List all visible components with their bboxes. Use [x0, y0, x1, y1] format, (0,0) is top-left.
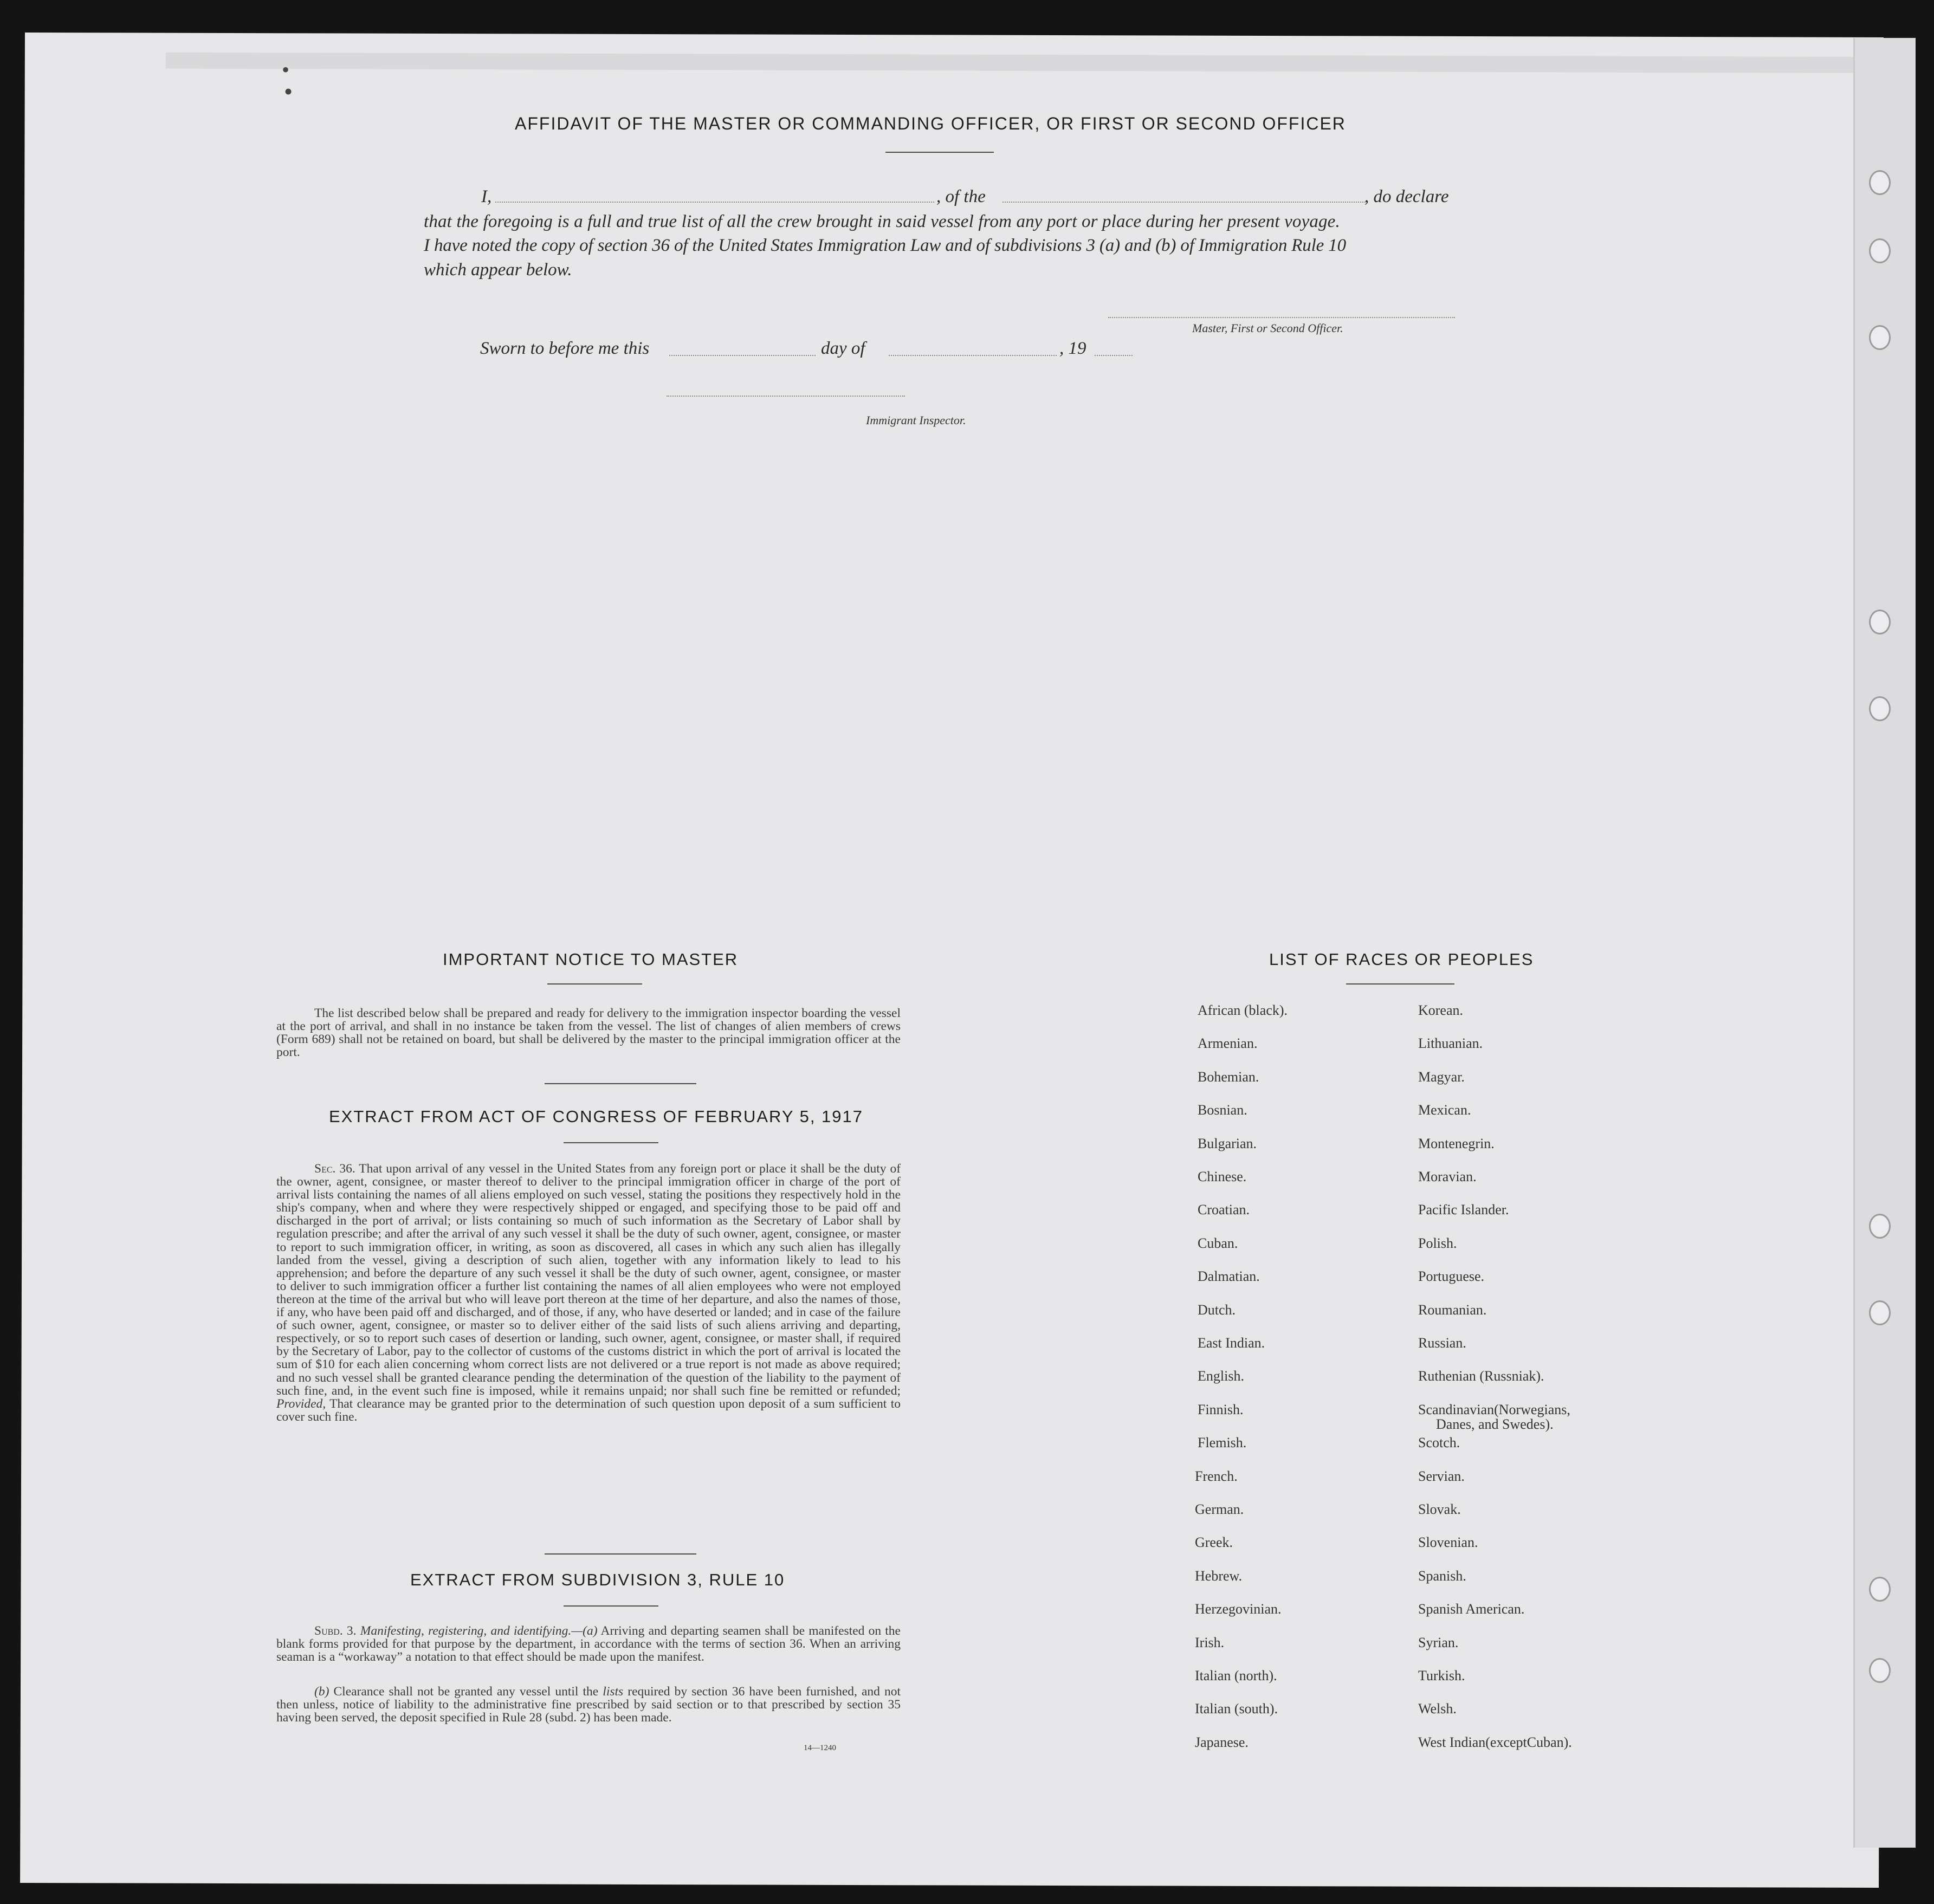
inspector-signature-field[interactable] — [667, 396, 905, 397]
divider — [545, 1083, 696, 1084]
race-item: Polish. — [1418, 1235, 1457, 1251]
page-edge — [166, 53, 1911, 73]
affidavit-line4: which appear below. — [424, 260, 572, 280]
race-item: Dalmatian. — [1198, 1268, 1260, 1285]
race-item: Mexican. — [1418, 1102, 1471, 1118]
race-item: African (black). — [1198, 1002, 1288, 1018]
punch-hole — [1869, 1214, 1891, 1239]
b-label: (b) — [314, 1685, 329, 1699]
provided-label: Provided, — [276, 1396, 326, 1411]
year-field[interactable] — [1095, 355, 1133, 356]
race-item: English. — [1198, 1368, 1244, 1384]
punch-hole — [1869, 1300, 1891, 1325]
inspector-caption: Immigrant Inspector. — [866, 413, 966, 427]
rule-text-b — [276, 1685, 901, 1724]
affidavit-declare: , do declare — [1364, 187, 1449, 206]
binding-strip — [1853, 38, 1916, 1848]
act-heading: EXTRACT FROM ACT OF CONGRESS OF FEBRUARY 5, 1917 — [329, 1107, 864, 1126]
punch-hole — [1869, 1658, 1891, 1683]
race-item: Slovenian. — [1418, 1534, 1478, 1551]
vessel-field[interactable] — [1002, 202, 1366, 203]
race-item: Moravian. — [1418, 1169, 1477, 1184]
race-item: Portuguese. — [1418, 1268, 1485, 1285]
race-item-continued: Danes, and Swedes). — [1436, 1416, 1554, 1432]
race-item: Hebrew. — [1195, 1568, 1243, 1584]
race-item: Greek. — [1195, 1534, 1233, 1551]
punch-hole — [1869, 696, 1891, 721]
race-item: Servian. — [1418, 1468, 1465, 1484]
day-field[interactable] — [669, 355, 816, 356]
act-text — [276, 1162, 901, 1423]
affidavit-i: I, — [481, 187, 492, 206]
race-item: Armenian. — [1198, 1035, 1258, 1052]
divider — [564, 1605, 658, 1607]
race-item: West Indian(exceptCuban). — [1418, 1734, 1572, 1750]
race-item: Flemish. — [1198, 1435, 1247, 1451]
form-number: 14—1240 — [804, 1744, 836, 1752]
race-item: Lithuanian. — [1418, 1035, 1483, 1052]
race-item: Italian (north). — [1195, 1668, 1277, 1683]
sworn-year: , 19 — [1059, 339, 1086, 358]
race-item: Magyar. — [1418, 1068, 1465, 1085]
race-item: Cuban. — [1198, 1235, 1238, 1251]
subd-label: Subd. 3. — [314, 1624, 357, 1638]
name-field[interactable] — [495, 202, 934, 203]
sec-label: Sec. 36. — [314, 1162, 355, 1176]
punch-hole — [1869, 1577, 1891, 1602]
rule-text-a — [276, 1624, 901, 1663]
race-item: Dutch. — [1198, 1301, 1236, 1318]
punch-hole — [1869, 170, 1891, 195]
race-item: Spanish. — [1418, 1568, 1466, 1584]
race-item: Korean. — [1418, 1002, 1464, 1018]
divider — [564, 1142, 658, 1143]
rule-heading: EXTRACT FROM SUBDIVISION 3, RULE 10 — [410, 1570, 785, 1589]
lists-word: lists — [603, 1685, 624, 1699]
race-item: Japanese. — [1195, 1734, 1249, 1750]
affidavit-line3: I have noted the copy of section 36 of the United States Immigration Law and of subdivisions 3 (a) and (b) of Immigration Rule 10 — [424, 236, 1346, 255]
race-item: French. — [1195, 1468, 1238, 1484]
race-item: Syrian. — [1418, 1634, 1459, 1650]
divider — [545, 1553, 696, 1555]
punch-hole — [1869, 325, 1891, 350]
divider — [547, 983, 642, 985]
sworn-prefix: Sworn to before me this — [480, 339, 650, 358]
race-item: Croatian. — [1198, 1202, 1250, 1218]
race-item: Finnish. — [1198, 1401, 1244, 1417]
race-item: Russian. — [1418, 1335, 1466, 1351]
race-item: Bohemian. — [1198, 1068, 1259, 1085]
sec-text-end: That clearance may be granted prior to the determination of such question upon deposit of a sum sufficient to cover such fine. — [276, 1396, 901, 1424]
race-item: Chinese. — [1198, 1169, 1247, 1184]
subd-text-b2: required by section 36 have been furnished, and not then unless, notice of liability to the administrative fine prescribed by said section or to that prescribed by section 35 having been served, the deposit specified in Rule 28 (subd. 2) has been made. — [276, 1685, 901, 1725]
subd-text-a: Arriving and departing seamen shall be manifested on the blank forms provided for that purpose by the department, in accordance with the terms of section 36. When an arriving seaman is a “workaway” a notation to that effect should be made upon the manifest. — [276, 1624, 901, 1665]
race-item: Welsh. — [1418, 1701, 1457, 1717]
divider — [885, 152, 994, 153]
race-item: East Indian. — [1198, 1335, 1265, 1351]
affidavit-of-the: , of the — [936, 187, 986, 206]
races-heading: LIST OF RACES OR PEOPLES — [1269, 950, 1534, 969]
race-item: Roumanian. — [1418, 1301, 1487, 1318]
pen-mark: • — [284, 77, 293, 105]
notice-heading: IMPORTANT NOTICE TO MASTER — [443, 950, 739, 969]
master-caption: Master, First or Second Officer. — [1192, 321, 1343, 335]
race-item: Montenegrin. — [1418, 1135, 1495, 1151]
master-signature-field[interactable] — [1108, 317, 1455, 318]
sec-text: That upon arrival of any vessel in the United States from any foreign port or place it shall be the duty of the owner, agent, consignee, or master thereof to deliver to the principal immigration officer in charge of the port of arrival lists containing the names of all aliens employed on such vessel, stating the positions they respectively hold in the ship's company, when and where they were respectively shipped or engaged, and specifying those to be paid off and discharged in the port of arrival; or lists containing so much of such information as the Secretary of Labor shall by regulation prescribe; and after the arrival of any such vessel it shall be the duty of such owner, agent, consignee, or master to report to such immigration officer, in writing, as soon as discovered, all cases in which any such alien has illegally landed from the vessel, giving a description of such alien, together with any information likely to lead to his apprehension; and before the departure of any such vessel it shall be the duty of such owner, agent, consignee, or master to deliver to such immigration officer a further list containing the names of all alien employees who were not employed thereon at the time of the arrival but who will leave port thereon at the time of her departure, and also the names of those, if any, who have been paid off and discharged, and of those, if any, who have deserted or landed; and in case of the failure of such owner, agent, consignee, or master so to deliver either of the said lists of such aliens arriving and departing, respectively, or so to report such cases of desertion or landing, such owner, agent, consignee, or master shall, if required by the Secretary of Labor, pay to the collector of customs of the customs district in which the port of arrival is located the sum of $10 for each alien concerning whom correct lists are not delivered or a true report is not made as above required; and no such vessel shall be granted clearance pending the determination of the question of the liability to the payment of such fine, and, in the event such fine is imposed, while it remains unpaid; nor shall such fine be remitted or refunded; — [276, 1162, 901, 1398]
subd-text-b1: Clearance shall not be granted any vessel until the — [333, 1685, 599, 1699]
race-item: Italian (south). — [1195, 1701, 1278, 1717]
race-item: Spanish American. — [1418, 1601, 1525, 1617]
divider — [1346, 983, 1454, 985]
punch-hole — [1869, 610, 1891, 634]
sworn-day-of: day of — [821, 339, 865, 358]
affidavit-title: AFFIDAVIT OF THE MASTER OR COMMANDING OFFICER, OR FIRST OR SECOND OFFICER — [515, 114, 1346, 133]
race-item: Slovak. — [1418, 1501, 1461, 1517]
race-item: Turkish. — [1418, 1668, 1465, 1683]
subd-title: Manifesting, registering, and identifying.—(a) — [360, 1624, 598, 1638]
pen-mark: • — [282, 57, 290, 82]
race-item: Herzegovinian. — [1195, 1601, 1282, 1617]
race-item: Ruthenian (Russniak). — [1418, 1368, 1544, 1384]
affidavit-line2: that the foregoing is a full and true list of all the crew brought in said vessel from any port or place during her present voyage. — [424, 212, 1340, 231]
race-item: German. — [1195, 1501, 1244, 1517]
form-page — [20, 33, 1884, 1888]
race-item: Irish. — [1195, 1634, 1225, 1650]
race-item: Pacific Islander. — [1418, 1202, 1509, 1218]
punch-hole — [1869, 238, 1891, 263]
race-item: Scotch. — [1418, 1435, 1460, 1451]
race-item: Bosnian. — [1198, 1102, 1247, 1118]
month-field[interactable] — [889, 355, 1057, 356]
race-item: Bulgarian. — [1198, 1135, 1257, 1151]
notice-text: The list described below shall be prepared and ready for delivery to the immigration inspector boarding the vessel at the port of arrival, and shall in no instance be taken from the vessel. The list of changes of alien members of crews (Form 689) shall not be retained on board, but shall be delivered by the master to the principal immigration officer at the port. — [276, 1006, 901, 1060]
race-item: Scandinavian(Norwegians, — [1418, 1401, 1570, 1417]
